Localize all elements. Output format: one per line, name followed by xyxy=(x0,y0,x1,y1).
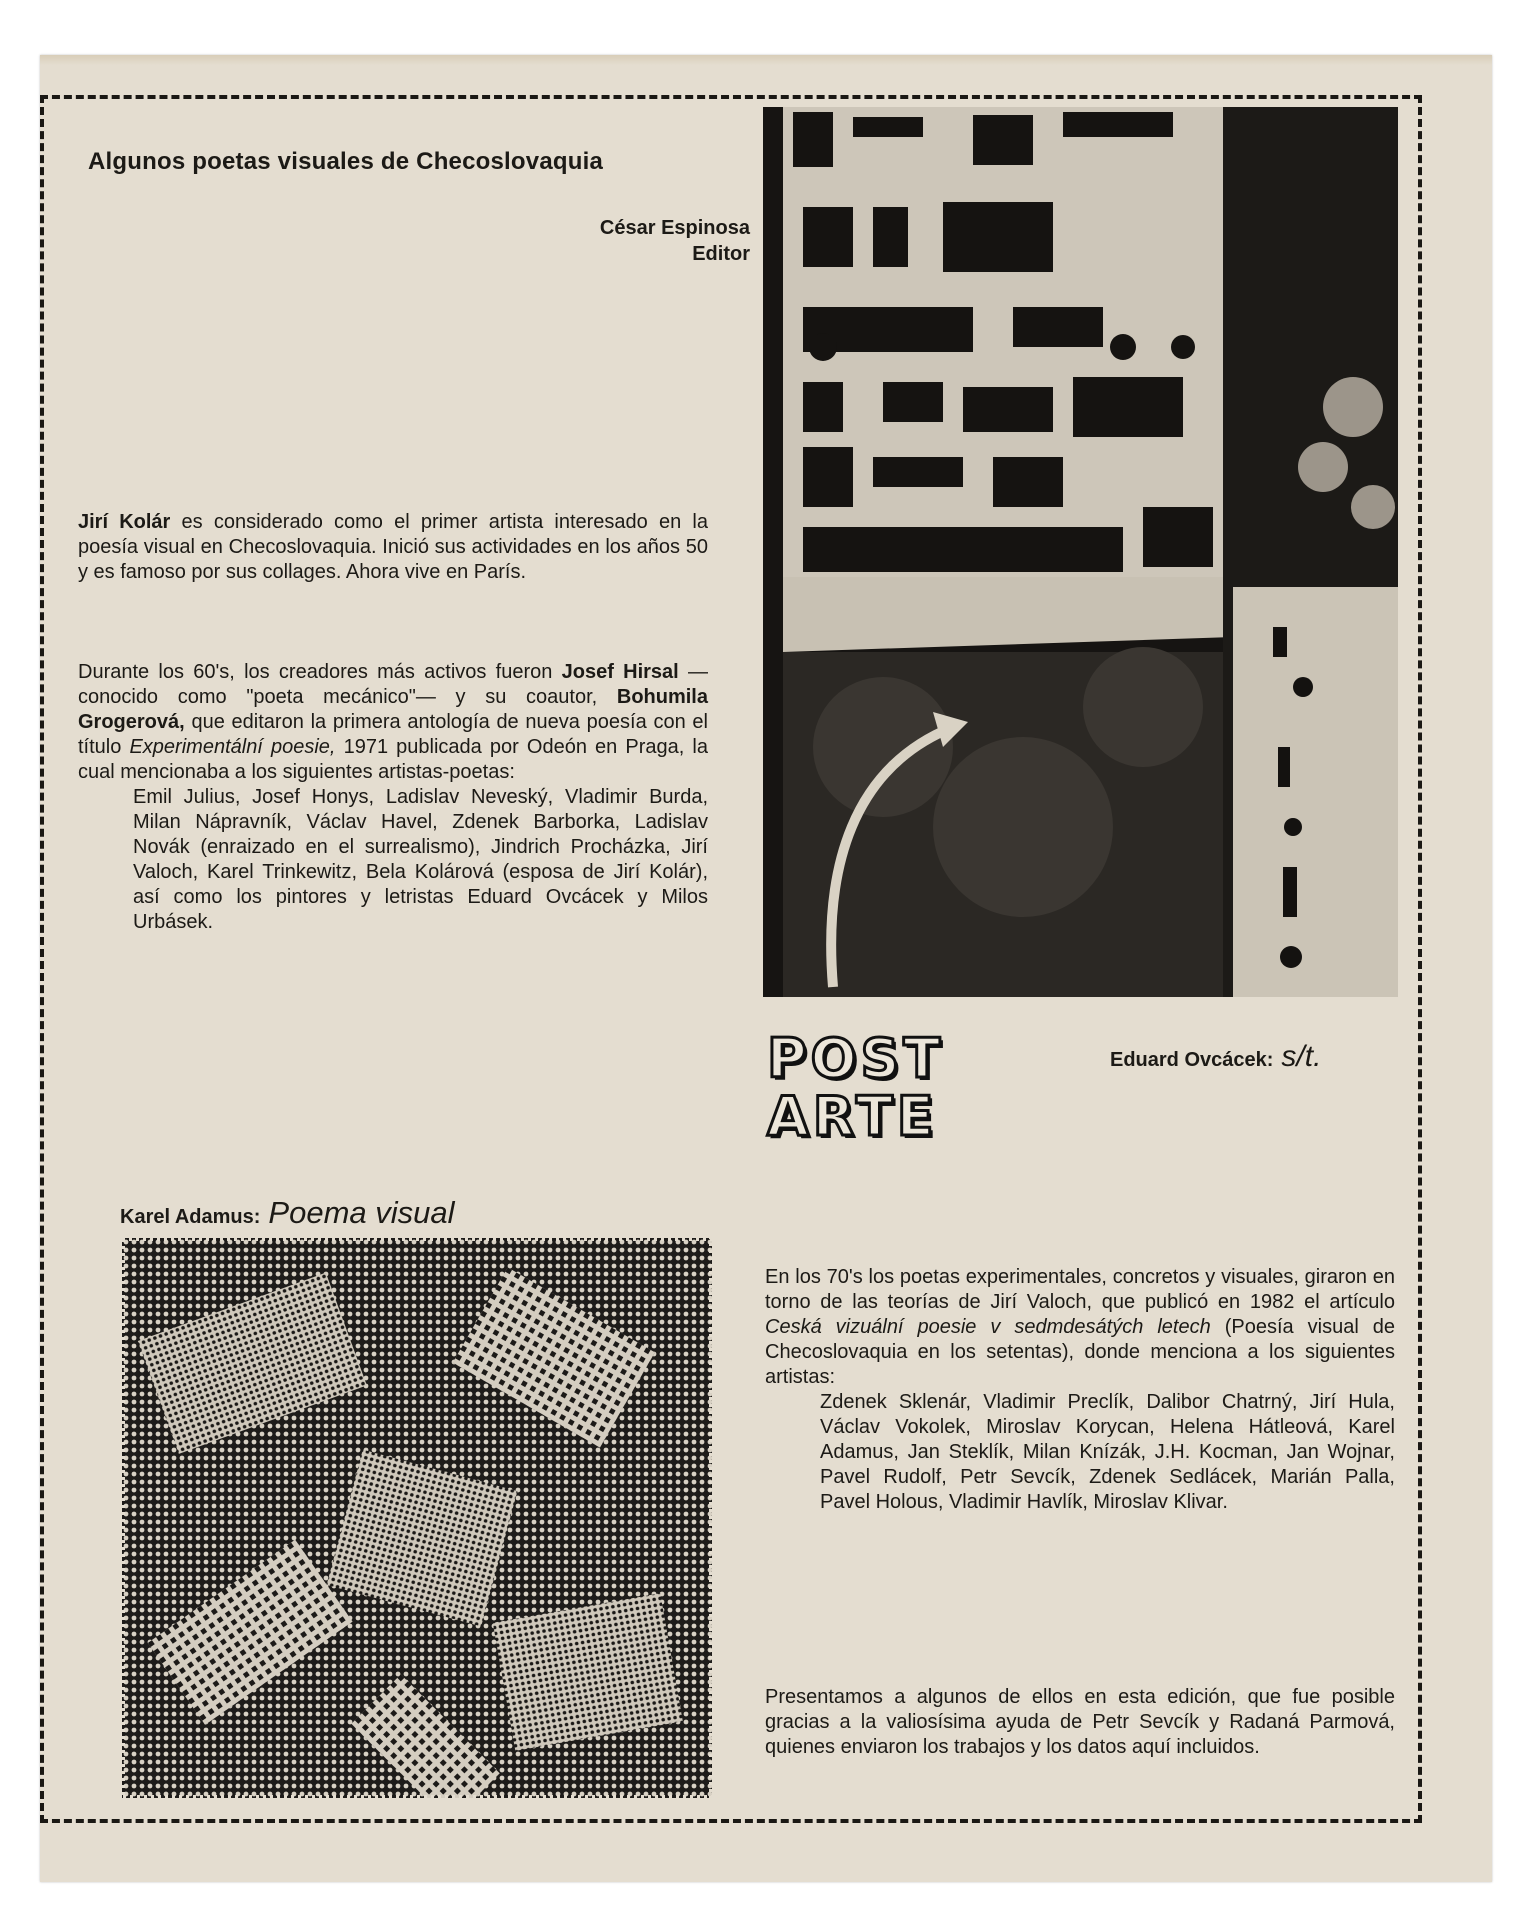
name-kolar: Jirí Kolár xyxy=(78,511,171,533)
photo-caption xyxy=(1110,1040,1321,1074)
paragraph-seventies xyxy=(765,1265,1395,1515)
collage-artist: Karel Adamus: xyxy=(120,1206,261,1228)
artwork-photo xyxy=(763,107,1398,997)
magazine-page xyxy=(40,55,1492,1882)
post-arte-logo xyxy=(767,1027,967,1148)
photo-title: s/t. xyxy=(1281,1040,1322,1073)
paragraph-sixties xyxy=(78,660,708,935)
text-run: En los 70's los poetas experimentales, concretos y visuales, giraron en torno de las teorías de Jirí Valoch, que publicó en 1982 el artículo xyxy=(765,1266,1395,1313)
artwork-collage xyxy=(122,1238,712,1798)
collage-title: Poema visual xyxy=(268,1195,455,1230)
author-name: César Espinosa xyxy=(599,217,750,239)
byline xyxy=(500,215,750,267)
paragraph-kolar xyxy=(78,510,708,585)
article-title: Algunos poetas visuales de Checoslovaquia xyxy=(88,148,604,175)
collage-caption xyxy=(120,1195,455,1231)
logo-line-1: POST xyxy=(767,1027,945,1090)
logo-line-2: ARTE xyxy=(767,1085,938,1148)
name-hirsal: Josef Hirsal xyxy=(561,661,679,683)
text-run: (Poesía visual de Checoslovaquia en los setentas), donde menciona a los siguientes artistas: xyxy=(765,1316,1395,1388)
valoch-article-title: Ceská vizuální poesie v sedmdesátých letech xyxy=(765,1316,1211,1338)
text-run: 1971 publicada por Odeón en Praga, la cual mencionaba a los siguientes artistas-poetas: xyxy=(78,736,708,783)
photo-artist: Eduard Ovcácek: xyxy=(1110,1049,1274,1071)
name-grogerova: Bohumila Grogerová, xyxy=(78,686,708,733)
author-role: Editor xyxy=(692,243,750,265)
artist-list-sixties: Emil Julius, Josef Honys, Ladislav Neveský, Vladimir Burda, Milan Nápravník, Václav Havel, Zdenek Barborka, Ladislav Novák (enraizado en el surrealismo), Jindrich Procházka, Jirí Valoch, Karel Trinkewitz, Bela Kolárová (esposa de Jirí Kolár), así como los pintores y letristas Eduard Ovcácek y Milos Urbásek. xyxy=(133,786,708,933)
text-run: Durante los 60's, los creadores más activos fueron xyxy=(78,661,562,683)
paragraph-kolar-text: es considerado como el primer artista interesado en la poesía visual en Checoslovaquia. Inició sus actividades en los años 50 y es famoso por sus collages. Ahora vive en París. xyxy=(78,511,708,583)
text-run: que editaron la primera antología de nueva poesía con el título xyxy=(78,711,708,758)
artist-list-seventies: Zdenek Sklenár, Vladimir Preclík, Dalibor Chatrný, Jirí Hula, Václav Vokolek, Miroslav Korycan, Helena Hátleová, Karel Adamus, Jan Steklík, Milan Knízák, J.H. Kocman, Jan Wojnar, Pavel Rudolf, Petr Sevcík, Zdenek Sedlácek, Marián Palla, Pavel Holous, Vladimir Havlík, Miroslav Klivar. xyxy=(820,1391,1395,1513)
text-run: —conocido como "poeta mecánico"— y su coautor, xyxy=(78,661,708,708)
book-title: Experimentální poesie, xyxy=(129,736,336,758)
paragraph-closing: Presentamos a algunos de ellos en esta edición, que fue posible gracias a la valiosísima ayuda de Petr Sevcík y Radaná Parmová, quienes enviaron los trabajos y los datos aquí incluidos. xyxy=(765,1686,1395,1758)
